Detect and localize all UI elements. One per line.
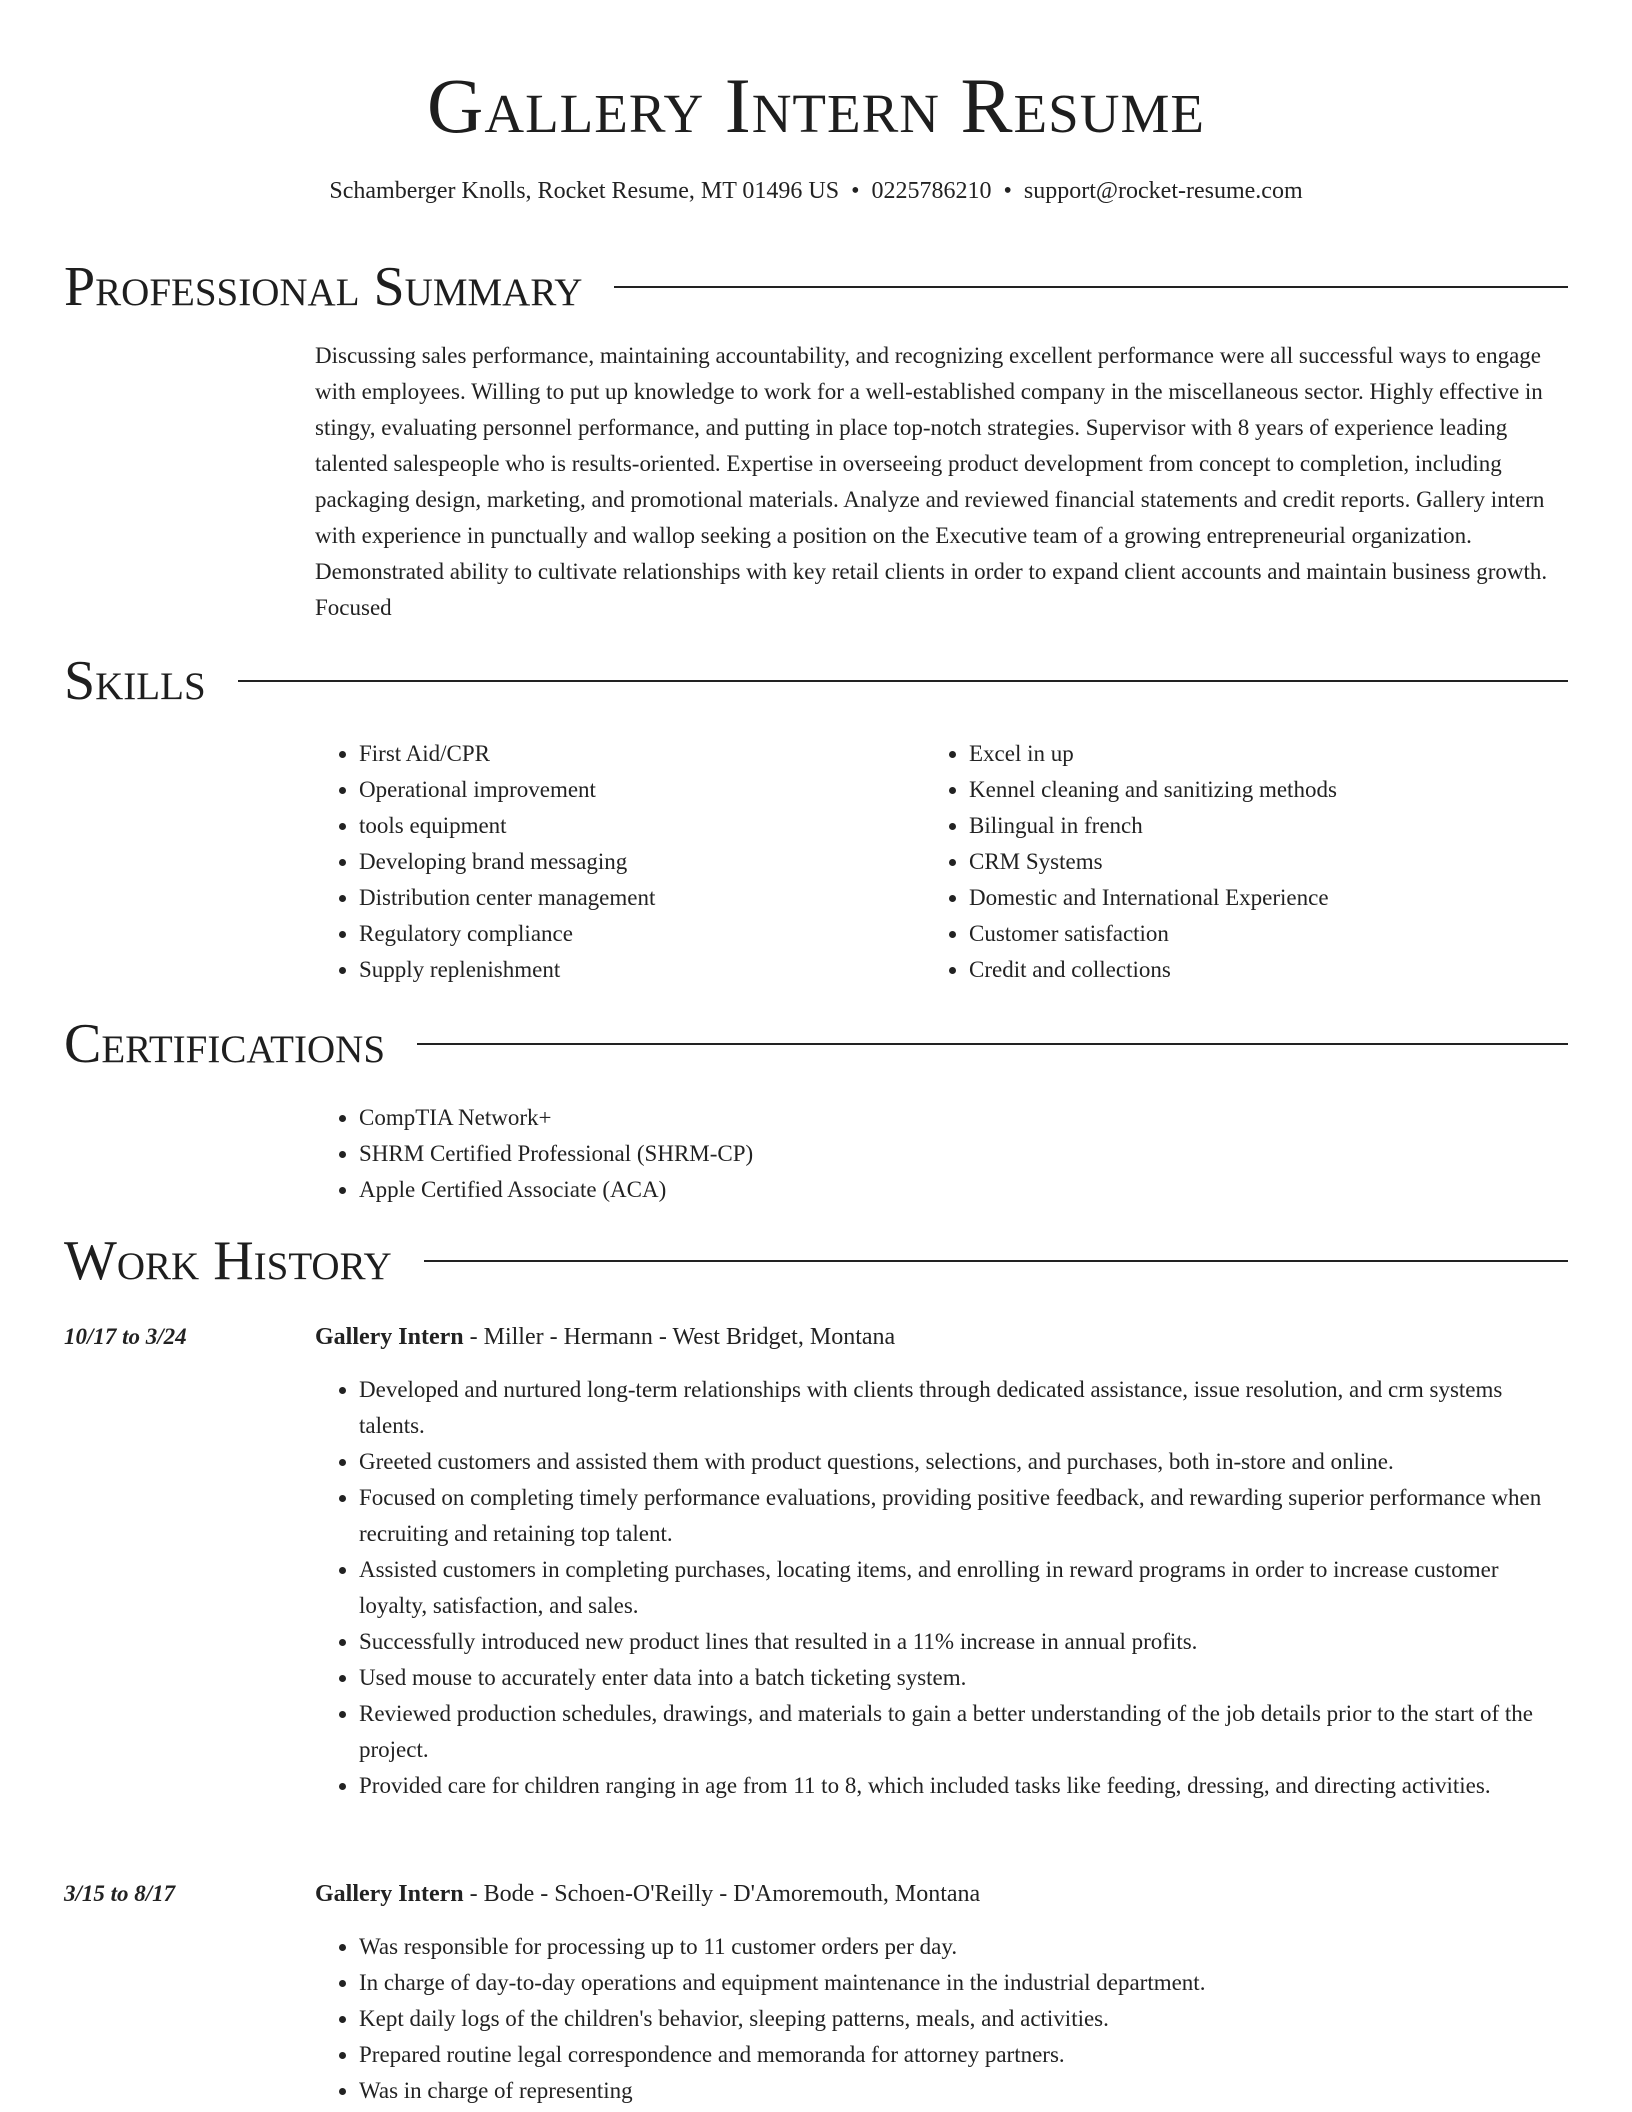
skill-item: • Domestic and International Experience bbox=[969, 880, 1565, 916]
job-title: Gallery Intern bbox=[315, 1881, 464, 1907]
skill-item: • tools equipment bbox=[359, 808, 915, 844]
job-dates: 10/17 to 3/24 bbox=[64, 1324, 187, 1349]
skill-item: • Credit and collections bbox=[969, 952, 1565, 988]
job-bullet-item: • Greeted customers and assisted them with product questions, selections, and purchases, both in-store and online. bbox=[359, 1444, 1570, 1480]
job-bullet-item: • Was in charge of representing bbox=[359, 2073, 1570, 2109]
job-header bbox=[315, 1319, 895, 1355]
job-bullet-item: • Used mouse to accurately enter data into a batch ticketing system. bbox=[359, 1660, 1570, 1696]
job-details: - Miller - Hermann - West Bridget, Montana bbox=[463, 1324, 896, 1350]
contact-phone: 0225786210 bbox=[871, 178, 992, 204]
job-bullet-item: • Was responsible for processing up to 11 customer orders per day. bbox=[359, 1929, 1570, 1965]
job-bullet-item: • Assisted customers in completing purchases, locating items, and enrolling in reward programs in order to increase customer loyalty, satisfaction, and sales. bbox=[359, 1552, 1570, 1624]
job-bullet-item: • Focused on completing timely performance evaluations, providing positive feedback, and rewarding superior performance when recruiting and retaining top talent. bbox=[359, 1480, 1570, 1552]
certifications-heading: Certifications bbox=[64, 1013, 386, 1075]
contact-line bbox=[0, 174, 1632, 208]
summary-text: Discussing sales performance, maintaining accountability, and recognizing excellent performance were all successful ways to engage with employees. Willing to put up knowledge to work for a well-established company in the miscellaneous sector. Highly effective in stingy, evaluating personnel performance, and putting in place top-notch strategies. Supervisor with 8 years of experience leading talented salespeople who is results-oriented. Expertise in overseeing product development from concept to completion, including packaging design, marketing, and promotional materials. Analyze and reviewed financial statements and credit reports. Gallery intern with experience in punctually and wallop seeking a position on the Executive team of a growing entrepreneurial organization. Demonstrated ability to cultivate relationships with key retail clients in order to expand client accounts and maintain business growth. Focused bbox=[315, 343, 1548, 620]
certification-item: • CompTIA Network+ bbox=[359, 1100, 1215, 1136]
job-bullet-item: • In charge of day-to-day operations and equipment maintenance in the industrial department. bbox=[359, 1965, 1570, 2001]
skill-item: • CRM Systems bbox=[969, 844, 1565, 880]
resume-title: Gallery Intern Resume bbox=[427, 62, 1205, 149]
skill-item: • Excel in up bbox=[969, 736, 1565, 772]
certifications-list bbox=[315, 1100, 1215, 1208]
skill-item: • Distribution center management bbox=[359, 880, 915, 916]
summary-heading: Professional Summary bbox=[64, 256, 583, 318]
job-bullet-item: • Provided care for children ranging in age from 11 to 8, which included tasks like feeding, dressing, and directing activities. bbox=[359, 1768, 1570, 1804]
section-divider bbox=[417, 1043, 1568, 1045]
contact-separator: • bbox=[1003, 178, 1012, 204]
certifications-section-header bbox=[64, 1009, 1568, 1079]
certification-item: • Apple Certified Associate (ACA) bbox=[359, 1172, 1215, 1208]
skill-item: • Operational improvement bbox=[359, 772, 915, 808]
skill-item: • Customer satisfaction bbox=[969, 916, 1565, 952]
job-dates: 3/15 to 8/17 bbox=[64, 1881, 176, 1906]
job-bullet-item: • Prepared routine legal correspondence and memoranda for attorney partners. bbox=[359, 2037, 1570, 2073]
skills-section-header bbox=[64, 646, 1568, 716]
skill-item: • Kennel cleaning and sanitizing methods bbox=[969, 772, 1565, 808]
skills-list-right bbox=[925, 736, 1565, 988]
contact-address: Schamberger Knolls, Rocket Resume, MT 01496 US bbox=[329, 178, 840, 204]
job-bullets bbox=[315, 1372, 1570, 1804]
job-bullet-item: • Reviewed production schedules, drawings, and materials to gain a better understanding of the job details prior to the start of the project. bbox=[359, 1696, 1570, 1768]
certification-item: • SHRM Certified Professional (SHRM-CP) bbox=[359, 1136, 1215, 1172]
skill-item: • Bilingual in french bbox=[969, 808, 1565, 844]
work-history-heading: Work History bbox=[64, 1230, 392, 1292]
skill-item: • Developing brand messaging bbox=[359, 844, 915, 880]
section-divider bbox=[238, 680, 1568, 682]
skills-list-left bbox=[315, 736, 915, 988]
skill-item: • First Aid/CPR bbox=[359, 736, 915, 772]
skill-item: • Regulatory compliance bbox=[359, 916, 915, 952]
job-header bbox=[315, 1876, 980, 1912]
job-title: Gallery Intern bbox=[315, 1324, 464, 1350]
contact-email[interactable]: support@rocket-resume.com bbox=[1023, 178, 1303, 204]
contact-separator: • bbox=[851, 178, 860, 204]
skill-item: • Supply replenishment bbox=[359, 952, 915, 988]
section-divider bbox=[614, 286, 1568, 288]
summary-section-header bbox=[64, 252, 1568, 322]
section-divider bbox=[424, 1260, 1568, 1262]
job-bullet-item: • Successfully introduced new product lines that resulted in a 11% increase in annual profits. bbox=[359, 1624, 1570, 1660]
job-bullet-item: • Developed and nurtured long-term relationships with clients through dedicated assistance, issue resolution, and crm systems talents. bbox=[359, 1372, 1570, 1444]
job-bullet-item: • Kept daily logs of the children's behavior, sleeping patterns, meals, and activities. bbox=[359, 2001, 1570, 2037]
job-bullets bbox=[315, 1929, 1570, 2109]
skills-heading: Skills bbox=[64, 650, 206, 712]
job-details: - Bode - Schoen-O'Reilly - D'Amoremouth, Montana bbox=[463, 1881, 981, 1907]
work-history-section-header bbox=[64, 1226, 1568, 1296]
